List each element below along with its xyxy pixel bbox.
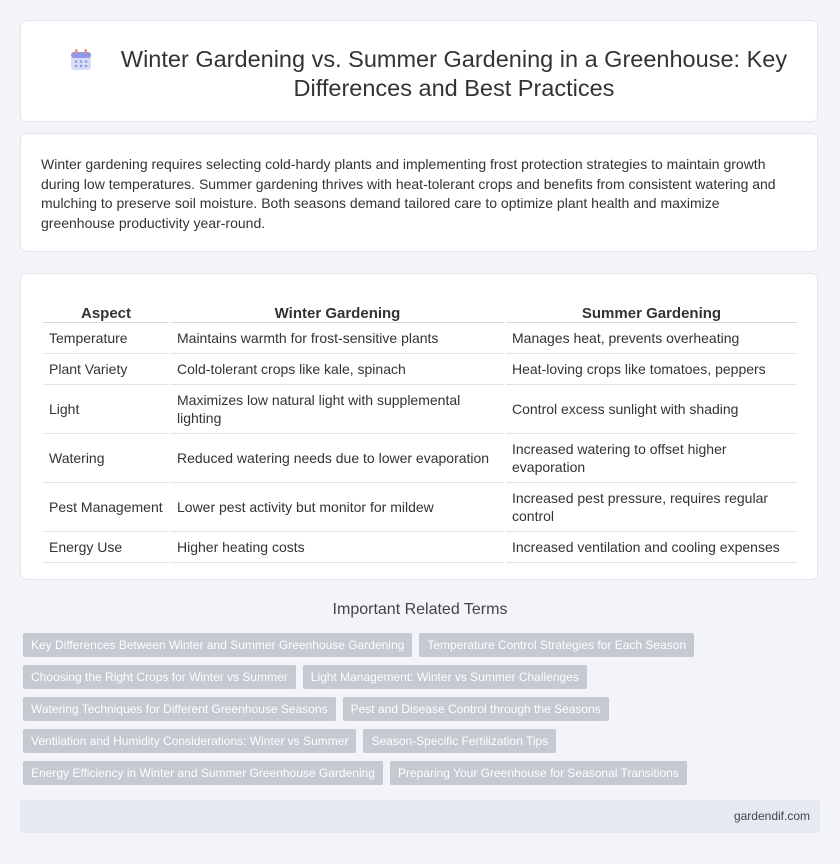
summer-cell: Increased ventilation and cooling expenses [505,532,797,563]
summer-cell: Heat-loving crops like tomatoes, peppers [505,354,797,385]
intro-card [20,133,818,252]
winter-cell: Maintains warmth for frost-sensitive plants [170,323,505,354]
winter-cell: Reduced watering needs due to lower evaporation [170,434,505,483]
title-card [20,20,818,122]
aspect-cell: Plant Variety [43,354,170,385]
table-row [43,385,797,434]
page-title: Winter Gardening vs. Summer Gardening in a Greenhouse: Key Differences and Best Practices [120,46,788,101]
summer-cell: Control excess sunlight with shading [505,385,797,434]
tag-row [23,697,609,721]
winter-cell: Maximizes low natural light with supplemental lighting [170,385,505,434]
table-header-row [43,294,797,323]
related-term-tag[interactable]: Temperature Control Strategies for Each Season [419,633,694,657]
tag-row [23,729,556,753]
related-term-tag[interactable]: Preparing Your Greenhouse for Seasonal Transitions [390,761,687,785]
aspect-cell: Pest Management [43,483,170,532]
comparison-card [20,273,818,580]
related-term-tag[interactable]: Ventilation and Humidity Considerations: Winter vs Summer [23,729,356,753]
related-term-tag[interactable]: Energy Efficiency in Winter and Summer Greenhouse Gardening [23,761,383,785]
table-row [43,434,797,483]
related-term-tag[interactable]: Choosing the Right Crops for Winter vs Summer [23,665,296,689]
table-row [43,354,797,385]
table-row [43,532,797,563]
related-term-tag[interactable]: Key Differences Between Winter and Summer Greenhouse Gardening [23,633,412,657]
tag-row [23,633,694,657]
aspect-cell: Watering [43,434,170,483]
aspect-cell: Light [43,385,170,434]
calendar-icon [69,48,93,72]
summer-cell: Increased pest pressure, requires regular control [505,483,797,532]
related-term-tag[interactable]: Light Management: Winter vs Summer Challenges [303,665,587,689]
tag-row [23,665,587,689]
header-aspect: Aspect [43,294,170,323]
table-row [43,483,797,532]
related-term-tag[interactable]: Watering Techniques for Different Greenhouse Seasons [23,697,336,721]
winter-cell: Higher heating costs [170,532,505,563]
aspect-cell: Temperature [43,323,170,354]
summer-cell: Increased watering to offset higher evaporation [505,434,797,483]
table-row [43,323,797,354]
intro-paragraph: Winter gardening requires selecting cold-hardy plants and implementing frost protection strategies to maintain growth during low temperatures. Summer gardening thrives with heat-tolerant crops and benefits from consistent watering and mulching to preserve soil moisture. Both seasons demand tailored care to optimize plant health and maximize greenhouse productivity year-round. [41,156,776,231]
summer-cell: Manages heat, prevents overheating [505,323,797,354]
related-term-tag[interactable]: Pest and Disease Control through the Seasons [343,697,609,721]
winter-cell: Lower pest activity but monitor for mildew [170,483,505,532]
winter-cell: Cold-tolerant crops like kale, spinach [170,354,505,385]
related-terms-heading: Important Related Terms [332,601,508,618]
footer [20,800,820,833]
tag-row [23,761,687,785]
site-name[interactable]: gardendif.com [733,809,810,823]
aspect-cell: Energy Use [43,532,170,563]
header-summer: Summer Gardening [505,294,797,323]
comparison-table [43,294,797,563]
related-term-tag[interactable]: Season-Specific Fertilization Tips [363,729,556,753]
header-winter: Winter Gardening [170,294,505,323]
